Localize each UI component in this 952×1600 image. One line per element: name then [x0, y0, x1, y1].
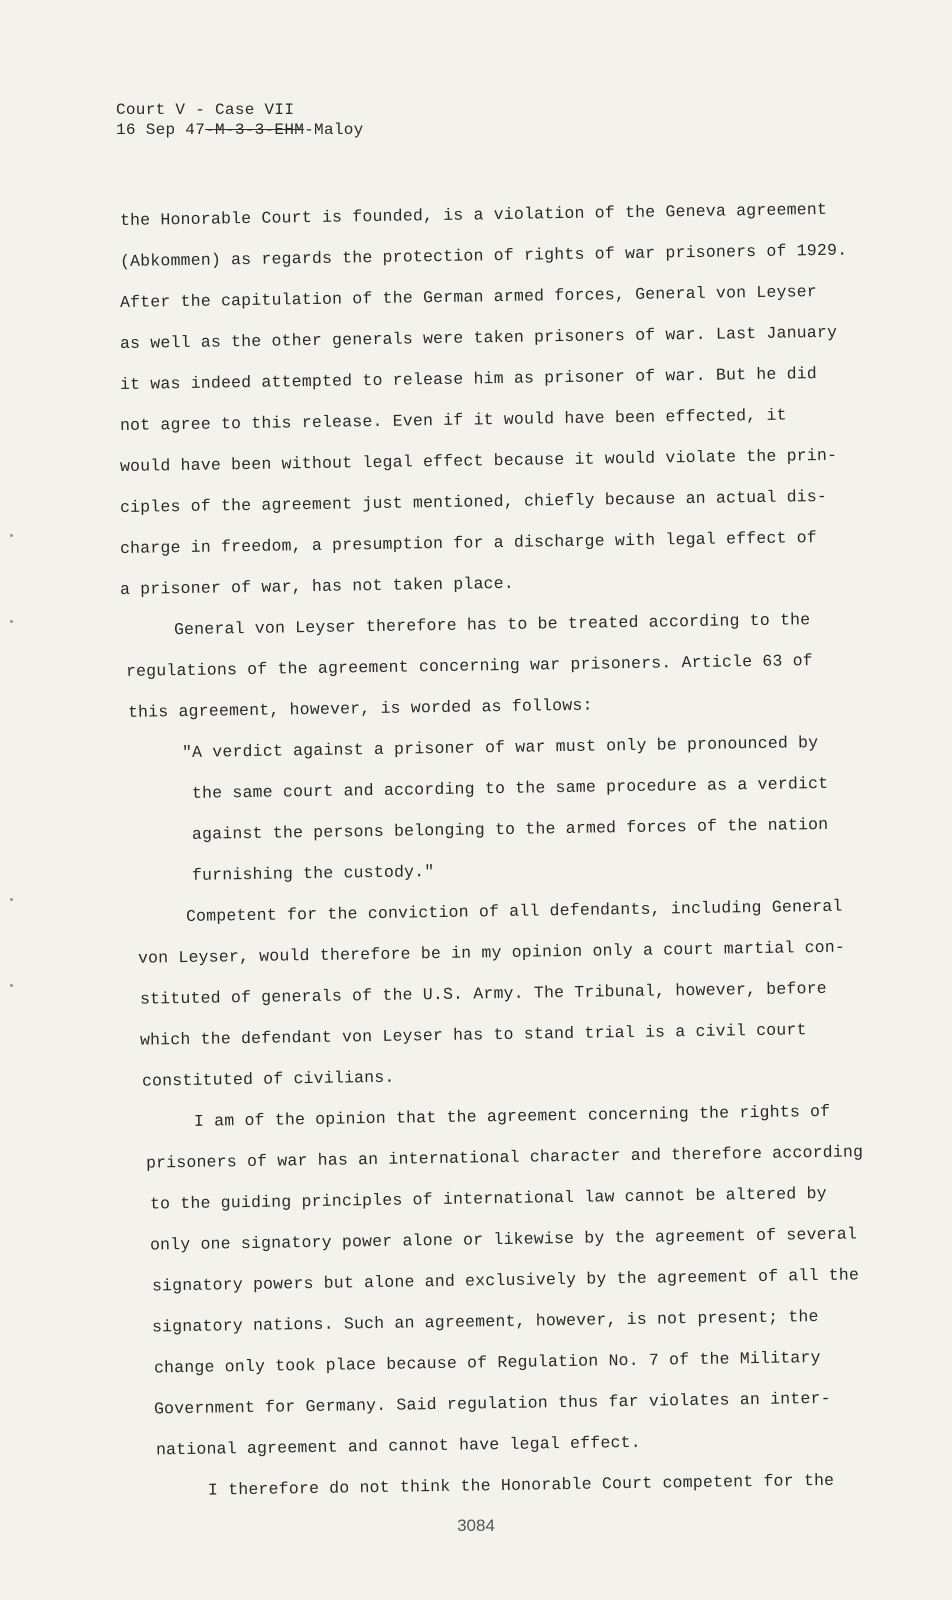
page-number: 3084 [457, 1516, 495, 1535]
reporter-name: -Maloy [304, 121, 364, 139]
text-line: I therefore do not think the Honorable Court competent for the [207, 1470, 835, 1500]
quote-line: furnishing the custody." [191, 862, 435, 885]
text-line: would have been without legal effect because it would violate the prin- [119, 445, 838, 476]
text-line: Government for Germany. Said regulation thus far violates an inter- [153, 1388, 831, 1419]
paper-speck [10, 984, 13, 987]
paper-speck [10, 898, 13, 901]
text-line: stituted of generals of the U.S. Army. The Tribunal, however, before [139, 978, 827, 1009]
case-line: Court V - Case VII [116, 101, 295, 119]
text-line: (Abkommen) as regards the protection of rights of war prisoners of 1929. [119, 240, 848, 271]
text-line: this agreement, however, is worded as follows: [127, 695, 593, 722]
paper-speck [10, 620, 13, 623]
text-line: signatory nations. Such an agreement, however, is not present; the [151, 1307, 819, 1337]
text-line: a prisoner of war, has not taken place. [119, 573, 515, 599]
quote-line: the same court and according to the same procedure as a verdict [191, 773, 829, 803]
text-line: as well as the other generals were taken prisoners of war. Last January [119, 322, 838, 353]
quote-line: "A verdict against a prisoner of war must only be pronounced by [181, 733, 819, 763]
struck-reference: -M-3-3-EHM [205, 121, 305, 139]
text-line: it was indeed attempted to release him as prisoner of war. But he did [119, 364, 818, 394]
text-line: After the capitulation of the German armed forces, General von Leyser [119, 282, 818, 312]
text-line: I am of the opinion that the agreement concerning the rights of [193, 1101, 831, 1131]
text-line: which the defendant von Leyser has to stand trial is a civil court [139, 1020, 807, 1050]
date: 16 Sep 47 [116, 121, 206, 139]
paper-speck [10, 534, 13, 537]
text-line: ciples of the agreement just mentioned, chiefly because an actual dis- [119, 486, 828, 517]
text-line: charge in freedom, a presumption for a discharge with legal effect of [119, 528, 818, 558]
text-line: signatory powers but alone and exclusively by the agreement of all the [151, 1265, 860, 1296]
document-header [116, 100, 364, 140]
text-line: Competent for the conviction of all defendants, including General [185, 896, 843, 926]
text-line: von Leyser, would therefore be in my opinion only a court martial con- [137, 937, 846, 968]
text-line: national agreement and cannot have legal effect. [155, 1432, 641, 1460]
text-line: to the guiding principles of international law cannot be altered by [149, 1183, 827, 1214]
text-line: only one signatory power alone or likewise by the agreement of several [149, 1224, 858, 1255]
text-line: General von Leyser therefore has to be treated according to the [173, 610, 811, 640]
date-reporter-line [116, 120, 364, 140]
text-line: not agree to this release. Even if it would have been effected, it [119, 405, 787, 435]
text-line: the Honorable Court is founded, is a violation of the Geneva agreement [119, 199, 828, 230]
text-line: prisoners of war has an international character and therefore according [145, 1142, 864, 1173]
text-line: constituted of civilians. [141, 1067, 395, 1091]
text-line: change only took place because of Regulation No. 7 of the Military [153, 1347, 821, 1378]
text-line: regulations of the agreement concerning war prisoners. Article 63 of [125, 651, 813, 681]
quote-line: against the persons belonging to the armed forces of the nation [191, 814, 829, 844]
document-body [120, 200, 880, 1512]
